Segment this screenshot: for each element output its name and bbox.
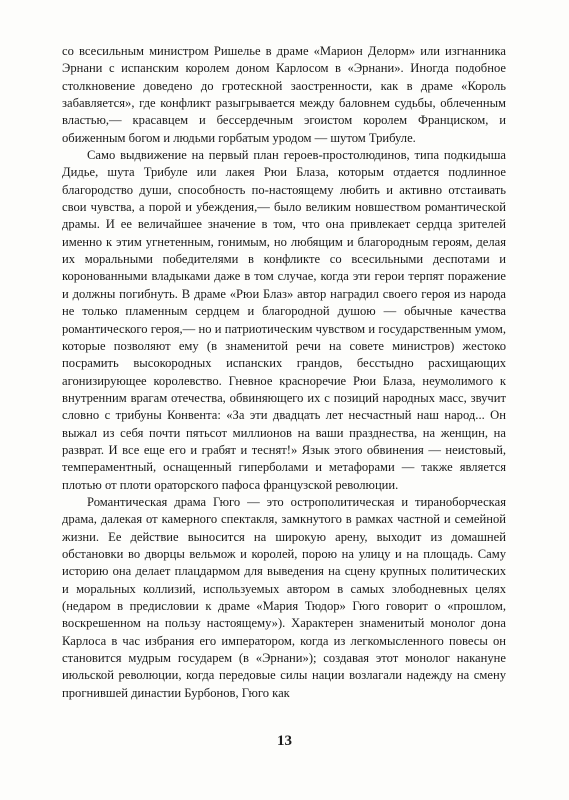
page-number: 13 [277,733,292,749]
body-text [62,43,506,702]
paragraph-continuation: со всесильным министром Ришелье в драме «Марион Делорм» или изгнанника Эрнани с испанским королем доном Карлосом в «Эрнани». Иногда подобное столкновение доведено до гротескной заостренности, как в драме «Король забавляется», где конфликт разыгрывается между баловнем судьбы, облеченным властью,— красавцем и бессердечным эгоистом королем Франциском, и обиженным богом и людьми горбатым уродом — шутом Трибуле. [62,44,506,145]
paragraph: Само выдвижение на первый план героев-простолюдинов, типа подкидыша Дидье, шута Трибуле или лакея Рюи Блаза, которым отдается подлинное благородство души, способность по-настоящему любить и активно отстаивать свои чувства, а порой и убеждения,— было великим новшеством романтической драмы. И ее величайшее значение в том, что она привлекает сердца зрителей именно к этим угнетенным, гонимым, но любящим и благородным героям, делая их моральными победителями в конфликте со всесильными деспотами и коронованными владыками даже в том случае, когда эти герои терпят поражение и должны погибнуть. В драме «Рюи Блаз» автор наградил своего героя из народа не только пламенным сердцем и благородной душою — обычные качества романтического героя,— но и патриотическим чувством и государственным умом, которые позволяют ему (в знаменитой речи на совете министров) жестоко посрамить высокородных испанских грандов, бесстыдно расхищающих агонизирующее королевство. Гневное красноречие Рюи Блаза, неумолимого к внутренним врагам отечества, обвиняющего их с позиций народных масс, звучит словно с трибуны Конвента: «За эти двадцать лет несчастный наш народ... Он выжал из себя почти пятьсот миллионов на ваши празднества, на женщин, на разврат. И все еще его и грабят и теснят!» Язык этого обвинения — неистовый, темпераментный, оснащенный гиперболами и метафорами — также является плотью от плоти ораторского пафоса французской революции. [62,148,506,492]
paragraph: Романтическая драма Гюго — это острополитическая и тираноборческая драма, далекая от камерного спектакля, замкнутого в рамках частной и семейной жизни. Ее действие выносится на широкую арену, выходит из домашней обстановки во дворцы вельмож и королей, порою на улицу и на площадь. Саму историю она делает плацдармом для выведения на сцену крупных политических и моральных коллизий, используемых автором в самых злободневных целях (недаром в предисловии к драме «Мария Тюдор» Гюго говорит о «прошлом, воскрешенном на пользу настоящему»). Характерен знаменитый монолог дона Карлоса в час избрания его императором, когда из легкомысленного повесы он становится мудрым государем (в «Эрнани»); создавая этот монолог накануне июльской революции, когда передовые силы нации возлагали надежду на смену прогнившей династии Бурбонов, Гюго как [62,494,506,700]
